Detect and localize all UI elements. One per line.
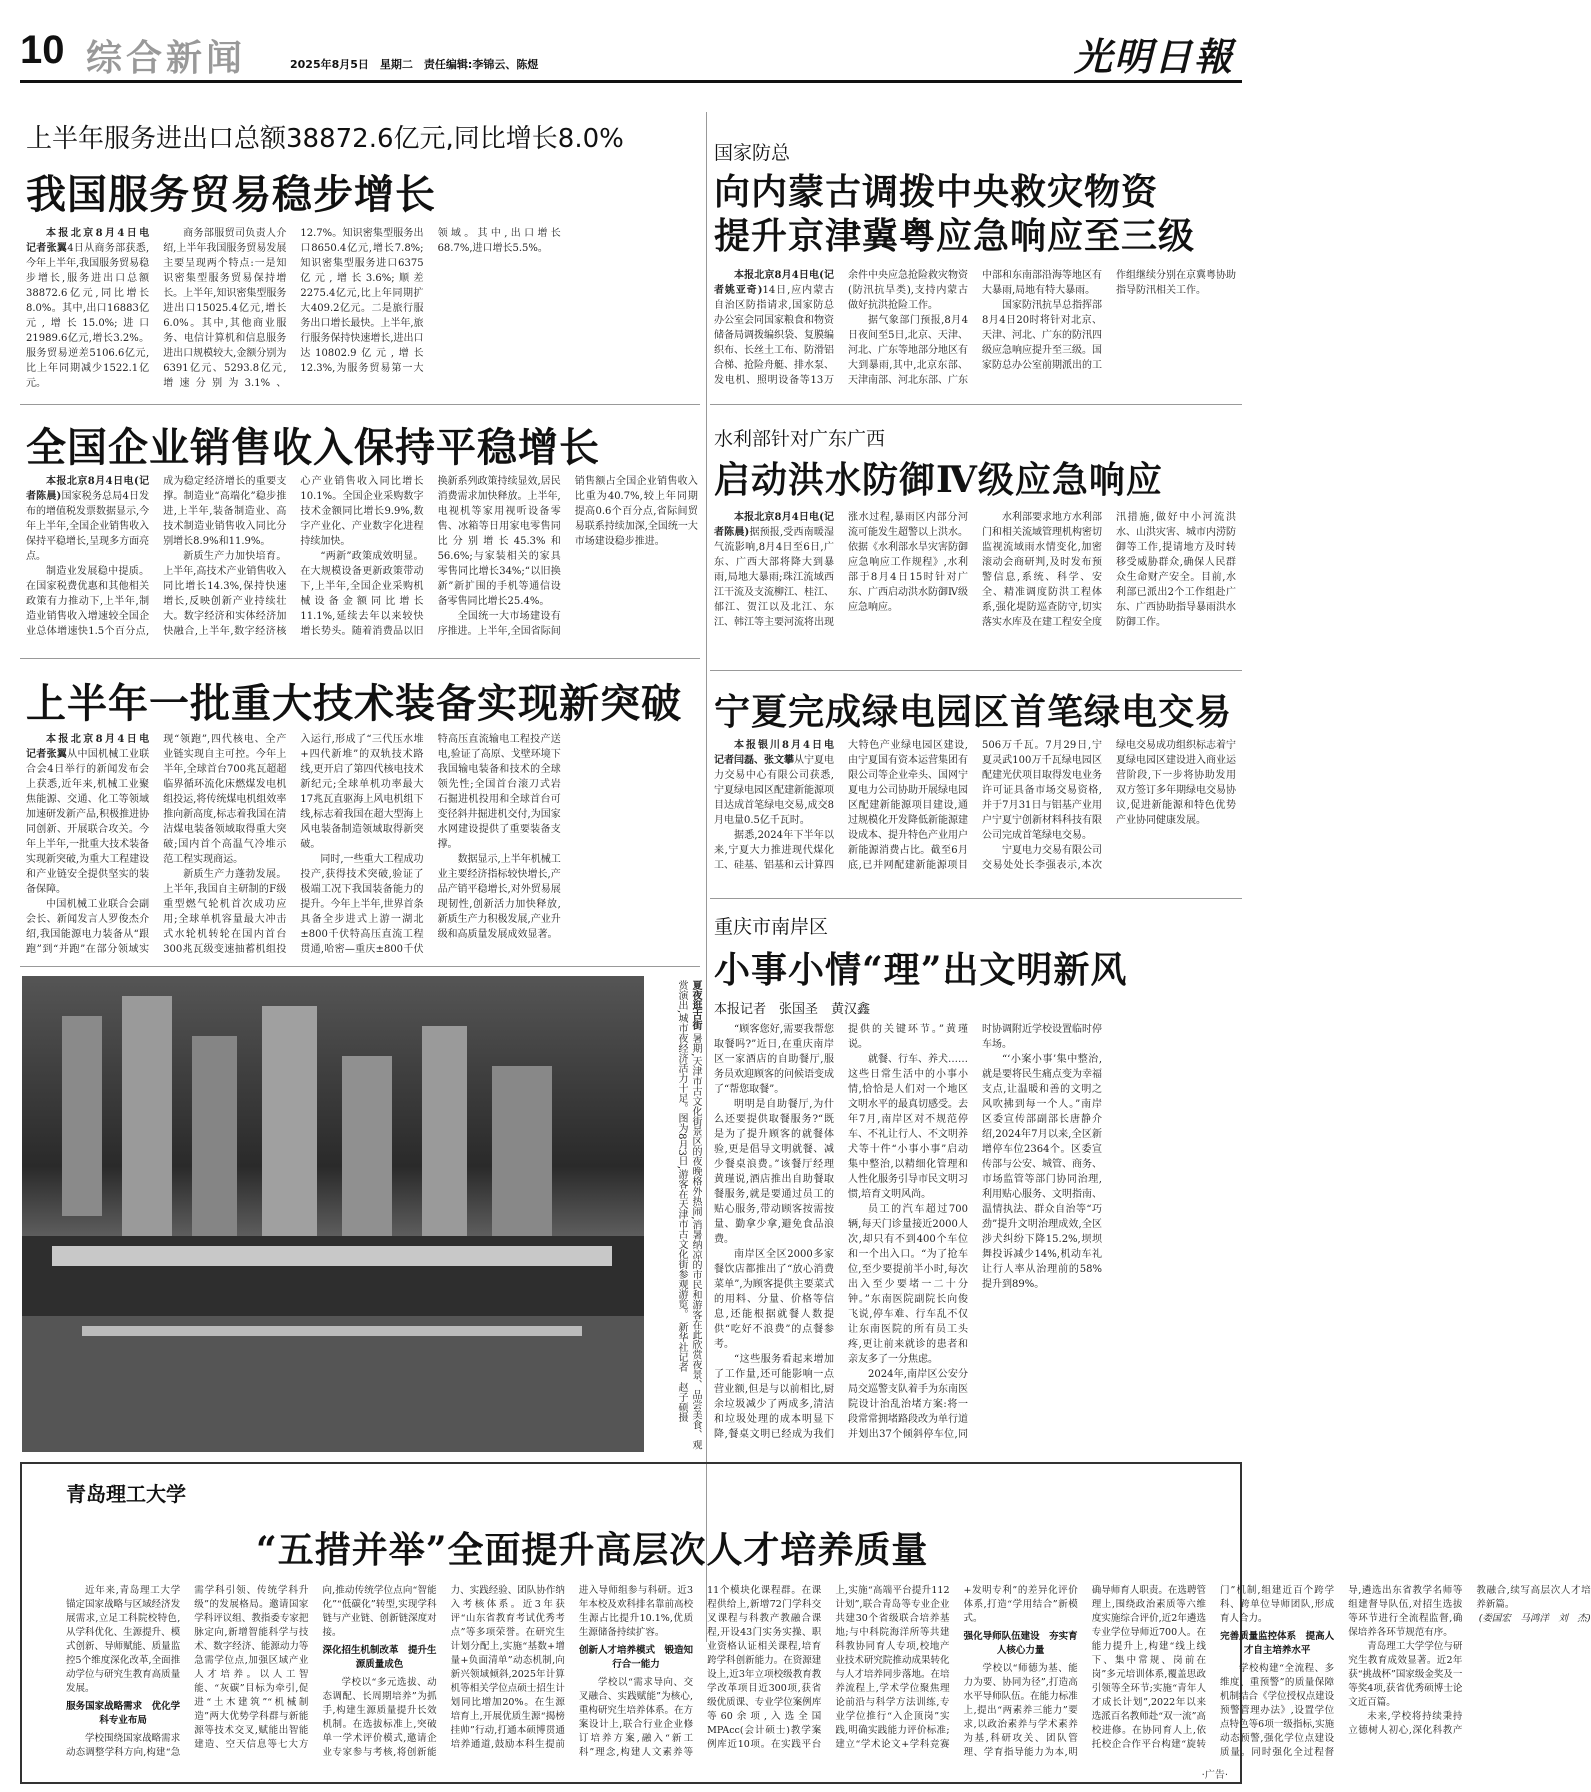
ad-body [66, 1584, 1591, 1764]
a3-paragraph: 数据显示,上半年机械工业主要经济指标较快增长,产品产销平稳增长,对外贸易展现韧性,创新活力加快释放,新质生产力积极发展,产业升级和高质量发展成效显著。 [437, 854, 561, 940]
ad-section-title: 完善质量监控体系 提高人才自主培养水平 [1220, 1631, 1335, 1656]
divider [710, 898, 1242, 899]
divider [710, 670, 1242, 671]
ad-signature: (娄国宏 马鸿洋 刘 杰) [1478, 1613, 1591, 1624]
b4-paragraph: 南岸区全区2000多家餐饮店都推出了“放心消费菜单”,为顾客提供主要菜式的用料、分量、价格等信息,还能根据就餐人数提供“吃好不浪费”的点餐参考。 [714, 1249, 834, 1350]
a2-body [26, 474, 698, 644]
a2-paragraph: 新质生产力加快培育。上半年,高技术产业销售收入同比增长14.3%,保持快速增长,反映创新产业持续壮大。数字经济和实体经济加快融合,上半年,数字经济核心产业销售收入同比增长10.1%。全国企业采购数字技术金额同比增长9.9%,数字产业化、产业数字化进程持续加快。 [163, 476, 424, 637]
a2-paragraph: 国家税务总局4日发布的增值税发票数据显示,今年上半年,全国企业销售收入保持平稳增长,呈现多方面亮点。 [26, 491, 150, 562]
b2-lead: 本报北京8月4日电(记者陈晨) [714, 512, 834, 538]
b1-kicker: 国家防总 [714, 142, 791, 164]
a2-paragraph: “两新”政策成效明显。在大规模设备更新政策带动下,上半年,全国企业采购机械设备金额同比增长11.1%,延续去年以来较快增长势头。随着消费品以旧换新系列政策持续显效,居民消费需求加快释放。上半年,电视机等家用视听设备零售、冰箱等日用家电零售同比分别增长45.3%和56.6%;与家装相关的家具零售同比增长34%;“以旧换新”新扩围的手机等通信设备零售同比增长25.4%。 [300, 476, 561, 637]
photo-credit: 新华社记者 赵子硕摄 [676, 1322, 687, 1423]
photo-caption [648, 980, 702, 1450]
a1-headline: 我国服务贸易稳步增长 [26, 171, 436, 218]
ad-paragraph: 学校以“需求导向、交叉融合、实践赋能”为核心,重构研究生培养体系。在方案设计上,联合行业企业修订培养方案,融入“新工科”理念,构建人文素养等11个模块化课程群。在课程供给上,新增72门学科交叉课程与科教产教融合课程,开设43门实务实操、职业资格认证相关课程,培育跨学科创新能力。在资源建设上,近3年立项校级教育教学改革项目近300项,获省级优质课、专业学位案例库等60余项,入选全国MPAcc(会计硕士)教学案例库近10项。在实践平台上,实施“高端平台提升112计划”,联合青岛等专业企业共建30个省级联合培养基地;与中科院海洋所等共建科教协同育人专项,校地产业技术研究院推动成果转化与人才培养同步落地。在培养流程上,学术学位聚焦理论前沿与科学方法训练,专业学位推行“入企顶岗”实践,明确实践能力评价标准;建立“学术论文+学科竞赛+发明专利”的差异化评价体系,打造“学用结合”新模式。 [578, 1585, 1078, 1758]
a3-paragraph: 新质生产力蓬勃发展。上半年,我国自主研制的F级重型燃气轮机首次成功应用;全球单机容量最大冲击式水轮机转轮在国内首台300兆瓦级变速抽蓄机组投入运行,形成了“三代压水堆+四代新堆”的双轨技术路线,更开启了第四代核电技术新纪元;全球单机功率最大17兆瓦直驱海上风电机组下线,标志着我国在超大型海上风电装备制造领域取得新突破。 [163, 734, 424, 955]
b1-paragraph: 据气象部门预报,8月4日夜间至5日,北京、天津、河北、广东等地部分地区有大到暴雨,其中,北京东部、天津南部、河北东部、广东中部和东南部沿海等地区有大暴雨,局地有特大暴雨。 [848, 270, 1102, 386]
a1-body [26, 226, 698, 396]
b4-byline: 本报记者 张国圣 黄汉鑫 [714, 1002, 871, 1017]
b1-paragraph: 国家防汛抗旱总指挥部8月4日20时将针对北京、天津、河北、广东的防汛四级应急响应提升至三级。国家防总办公室前期派出的工作组继续分别在京冀粤协助指导防汛相关工作。 [982, 270, 1236, 371]
b3-text [714, 738, 1236, 876]
ad-institution: 青岛理工大学 [66, 1482, 186, 1506]
b3-body [714, 738, 1236, 876]
b4-body [714, 1022, 1236, 1452]
b2-text [714, 510, 1236, 642]
ad-tag: ·广告· [1201, 1770, 1228, 1781]
b1-headline-1: 向内蒙古调拨中央救灾物资 [714, 171, 1159, 213]
column-divider [706, 112, 707, 1642]
b3-paragraph: 从宁夏电力交易中心有限公司获悉,宁夏绿电园区配建新能源项目达成首笔绿电交易,成交8月电量0.5亿千瓦时。 [714, 755, 834, 826]
ad-paragraph: 未来,学校将持续秉持立德树人初心,深化科教产教融合,续写高层次人才培养新篇。 [1348, 1585, 1591, 1736]
b2-paragraph: 据预报,受西南暖湿气流影响,8月4日至6日,广东、广西大部将降大到暴雨,局地大暴雨;珠江流域西江干流及支流柳江、桂江、郁江、贺江以及北江、东江、韩江等主要河流将出现涨水过程,暴雨区内部分河流可能发生超警以上洪水。依据《水利部水旱灾害防御应急响应工作规程》,水利部于8月4日15时针对广东、广西启动洪水防御Ⅳ级应急响应。 [714, 512, 968, 628]
a3-lead: 本报北京8月4日电 记者张翼 [26, 734, 160, 760]
b4-text [714, 1022, 1236, 1452]
ad-intro: 近年来,青岛理工大学锚定国家战略与区域经济发展需求,立足工科院校特色,从学科优化、生源提升、模式创新、导师赋能、质量监控5个维度深化改革,全面推动学位与研究生教育高质量发展。 [66, 1585, 181, 1694]
a2-lead: 本报北京8月4日电(记者陈晨) [26, 476, 150, 502]
ad-paragraph: 学校以“师德为基、能力为要、协同为径”,打造高水平导师队伍。在能力标准上,提出“两素养三能力”要求,以政治素养与学术素养为基,科研攻关、团队管理、学育指导能力为本,明确导师育人职责。在选聘管理上,围绕政治素质等六维度实施综合评价,近2年遴选专业学位导师近700人。在能力提升上,构建“线上线下、集中常规、岗前在岗”多元培训体系,覆盖思政引领等全环节;实施“青年人才成长计划”,2022年以来选派百名教师赴“双一流”高校进修。在协同育人上,依托校企合作平台构建“旋转门”机制,组建近百个跨学科、跨单位导师团队,形成育人合力。 [963, 1585, 1335, 1758]
b4-headline: 小事小情“理”出文明新风 [714, 949, 1128, 991]
b4-kicker: 重庆市南岸区 [714, 916, 829, 938]
photo-caption-text: 暑期,天津市古文化街景区的夜晚格外热闹,消暑纳凉的市民和游客在此欣赏夜景、品尝美食、观赏演出,城市夜经济活力十足。图为8月3日,游客在天津市古文化街参观游览。 [676, 980, 701, 1450]
ad-text [66, 1584, 1591, 1764]
a1-paragraph: 商务部服贸司负责人介绍,上半年我国服务贸易发展主要呈现两个特点:一是知识密集型服务贸易保持增长。上半年,知识密集型服务进出口15025.4亿元,增长6.0%。其中,其他商业服务、电信计算机和信息服务进出口规模较大,金额分别为6391亿元、5293.8亿元,增速分别为3.1%、12.7%。知识密集型服务出口8650.4亿元,增长7.8%;知识密集型服务进口6375亿元,增长3.6%;顺差2275.4亿元,比上年同期扩大409.2亿元。二是旅行服务出口增长最快。上半年,旅行服务保持快速增长,进出口达10802.9亿元,增长12.3%,为服务贸易第一大领域。其中,出口增长68.7%,进口增长5.5%。 [163, 228, 561, 389]
a1-kicker: 上半年服务进出口总额38872.6亿元,同比增长8.0% [26, 124, 624, 154]
b4-paragraph: “‘小案小事’集中整治,就是要将民生痛点变为幸福支点,让温暖和善的文明之风吹拂到每一个人。”南岸区委宣传部副部长唐静介绍,2024年7月以来,全区新增停车位2364个。区委宣传部与公安、城管、商务、市场监管等部门协同治理,利用贴心服务、文明指南、温情执法、群众自治等“巧劲”提升文明治理成效,全区涉犬纠纷下降15.2%,坝坝舞投诉减少14%,机动车礼让行人率从治理前的58%提升到89%。 [982, 1054, 1102, 1290]
b1-headline-2: 提升京津冀粤应急响应至三级 [714, 215, 1196, 257]
b3-lead: 本报银川8月4日电 记者闫磊、张文攀 [714, 740, 844, 766]
b1-lead: 本报北京8月4日电(记者姚亚奇) [714, 270, 834, 296]
a3-paragraph: 同时,一些重大工程成功投产,获得技术突破,验证了极端工况下我国装备能力的提升。今年上半年,世界首条具备全步进式上游一湖北±800千伏特高压直流工程贯通,哈密—重庆±800千伏特高压直流输电工程投产送电,验证了高原、戈壁环境下我国输电装备和技术的全球领先性;全国首台滚刀式岩石掘进机投用和全球首台可变径斜井掘进机交付,为国家水网建设提供了重要装备支撑。 [300, 734, 561, 955]
a1-lead: 本报北京8月4日电 记者张翼 [26, 228, 160, 254]
b4-paragraph: 就餐、行车、养犬……这些日常生活中的小事小情,恰恰是人们对一个地区文明水平的最真切感受。去年7月,南岸区对不规范停车、不礼让行人、不文明养犬等十件“小事小事”启动集中整治,以精细化管理和人性化服务引导市民文明习惯,培育文明风尚。 [848, 1054, 968, 1200]
ad-section-title: 服务国家战略需求 优化学科专业布局 [66, 1701, 181, 1726]
section-name: 综合新闻 [86, 38, 247, 79]
newspaper-logo: 光明日報 [1073, 34, 1234, 79]
b4-paragraph: 2024年,南岸区公安分局交巡警支队着手为东南医院设计治乱治堵方案:将一段常常拥堵路段改为单行道并划出37个倾斜停车位,同时协调附近学校设置临时停车场。 [848, 1024, 1102, 1440]
ad-section-title: 深化招生机制改革 提升生源质量成色 [322, 1645, 437, 1670]
a3-text [26, 732, 698, 958]
b2-body [714, 510, 1236, 642]
masthead-rule [20, 80, 1242, 83]
ad-paragraph: 学校构建“全流程、多维度、重预警”的质量保障机制结合《学位授权点建设预警管理办法》,设置学位点特色等6项一级指标,实施动态预警,强化学位点建设质量。同时强化全过程督导,遴选出东省教学名师等组建督导队伍,对招生选拔等环节进行全流程监督,确保培养各环节规范有序。 [1219, 1585, 1463, 1758]
page-number: 10 [20, 28, 65, 72]
b1-text [714, 268, 1236, 390]
photo-caption-title: 夏夜逛古街 [690, 980, 701, 1030]
a3-headline: 上半年一批重大技术装备实现新突破 [26, 680, 682, 727]
ad-title: “五措并举”全面提升高层次人才培养质量 [256, 1529, 929, 1571]
a3-body [26, 732, 698, 958]
a2-headline: 全国企业销售收入保持平稳增长 [26, 424, 600, 471]
a2-paragraph: 全国统一大市场建设有序推进。上半年,全国省际间销售额占全国企业销售收入比重为40.7%,较上年同期提高0.6个百分点,省际间贸易联系持续加深,全国统一大市场建设稳步推进。 [437, 476, 698, 637]
b2-kicker: 水利部针对广东广西 [714, 428, 886, 450]
b3-paragraph: 宁夏电力交易有限公司交易处处长李强表示,本次绿电交易成功组织标志着宁夏绿电园区建设进入商业运营阶段,下一步将协助发用双方签订多年期绿电交易协议,促进新能源和特色优势产业协同健康发展。 [982, 740, 1236, 871]
a1-paragraph: 4日从商务部获悉,今年上半年,我国服务贸易稳步增长,服务进出口总额38872.6亿元,同比增长8.0%。其中,出口16883亿元,增长15.0%;进口21989.6亿元,增长3.2%。服务贸易逆差5106.6亿元,比上年同期减少1522.1亿元。 [26, 243, 150, 389]
a2-paragraph: 制造业发展稳中提质。在国家税费优惠和其他相关政策有力推动下,上半年,制造业销售收入增速较全国企业总体增速快1.5个百分点,成为稳定经济增长的重要支撑。制造业“高端化”稳步推进,上半年,装备制造业、高技术制造业销售收入同比分别增长8.9%和11.9%。 [26, 476, 287, 637]
ad-paragraph: 学校以“多元选拔、动态调配、长周期培养”为抓手,构建生源质量提升长效机制。在选拔标准上,突破单一学术评价模式,邀请企业专家参与考核,将创新能力、实践经验、团队协作纳入考核体系。近3年获评“山东省教育考试优秀考点”等多项荣誉。在研究生计划分配上,实施“基数+增量+负面清单”动态机制,向新兴领域倾斜,2025年计算机等相关学位点硕士招生计划同比增加20%。在生源培育上,开展优质生源“揭榜挂帅”行动,打通本硕博贯通培养通道,鼓励本科生提前进入导师组参与科研。近3年本校及欢科排名靠前高校生源占比提升10.1%,优质生源储备持续扩容。 [322, 1585, 694, 1758]
b4-paragraph: 员工的汽车超过700辆,每天门诊量接近2000人次,却只有不到400个车位和一个出入口。“为了抢车位,至少要提前半小时,每次出入至少要堵一二十分钟。”东南医院副院长向俊飞说,停车难、行车乱不仅让东南医院的所有员工头疼,更让前来就诊的患者和亲友多了一分焦虑。 [848, 1204, 968, 1365]
ad-paragraph: 学校围绕国家战略需求动态调整学科方向,构建“急需学科引领、传统学科升级”的发展格局。邀请国家学科评议组、教指委专家把脉定向,新增智能科学与技术、数字经济、能源动力等急需学位点,加强区域产业人才培养。以人工智能、“灰碳”目标为牵引,促进“土木建筑”“机械制造”两大优势学科群与新能源等技术交叉,赋能出智能建造、空天信息等七大方向,推动传统学位点向“智能化”“低碳化”转型,实现学科链与产业链、创新链深度对接。 [66, 1585, 437, 1758]
night-street-photo [22, 976, 644, 1452]
divider [20, 966, 700, 967]
ad-paragraph: 青岛理工大学学位与研究生教育成效显著。近2年获“挑战杯”国家级金奖及一等奖4项,获省优秀硕博士论文近百篇。 [1348, 1641, 1463, 1708]
divider [20, 658, 700, 659]
b1-body [714, 268, 1236, 390]
b2-paragraph: 水利部要求地方水利部门和相关流域管理机构密切监视流域雨水情变化,加密滚动会商研判,及时发布预警信息,系统、科学、安全、精准调度防洪工程体系,强化堤防巡查防守,切实落实水库及在建工程安全度汛措施,做好中小河流洪水、山洪灾害、城市内涝防御等工作,提请地方及时转移受威胁群众,确保人民群众生命财产安全。目前,水利部已派出2个工作组赴广东、广西协助指导暴雨洪水防御工作。 [982, 512, 1236, 628]
b3-paragraph: 据悉,2024年下半年以来,宁夏大力推进现代煤化工、硅基、铝基和云计算四大特色产业绿电园区建设,由宁夏国有资本运营集团有限公司等企业牵头、国网宁夏电力公司协助开展绿电园区配建新能源项目建设,通过规模化开发降低新能源建设成本、提升特色产业用户新能源消费占比。截至6月底,已并网配建新能源项目506万千瓦。7月29日,宁夏灵武100万千瓦绿电园区配建光伏项目取得发电业务许可证具备市场交易资格,并于7月31日与铝基产业用户宁夏宁创新材料科技有限公司完成首笔绿电交易。 [714, 740, 1102, 871]
date-line: 2025年8月5日 星期二 责任编辑:李锦云、陈煜 [290, 58, 539, 71]
a3-paragraph: 中国机械工业联合会副会长、新闻发言人罗俊杰介绍,我国能源电力装备从“跟跑”到“并跑”在部分领域实现“领跑”,四代核电、全产业链实现自主可控。今年上半年,全球首台700兆瓦超超临界循环流化床燃煤发电机组投运,将传统煤电机组效率推向新高度,标志着我国在清洁煤电装备领域取得重大突破;国内首个高温气冷堆示范工程实现商运。 [26, 734, 287, 955]
b1-paragraph: 14日,应内蒙古自治区防指请求,国家防总办公室会同国家粮食和物资储备局调拨编织袋、复膜编织布、长丝土工布、防滑铝合梯、抢险舟艇、排水泵、发电机、照明设备等13万余件中央应急抢险救灾物资(防汛抗旱类),支持内蒙古做好抗洪抢险工作。 [714, 270, 968, 386]
a1-text [26, 226, 698, 396]
photo-illustration [22, 976, 644, 1452]
b4-paragraph: 明明是自助餐厅,为什么还要提供取餐服务?“既是为了提升顾客的就餐体验,更是倡导文明就餐、减少餐桌浪费。”该餐厅经理黄瑾说,酒店推出自助餐取餐服务,就是要通过员工的贴心服务,带动顾客按需按量、勤拿少拿,避免食品浪费。 [714, 1099, 834, 1245]
divider [20, 404, 700, 405]
b2-headline: 启动洪水防御Ⅳ级应急响应 [714, 459, 1163, 501]
divider [710, 404, 1242, 405]
ad-section-title: 创新人才培养模式 锻造知行合一能力 [578, 1645, 693, 1670]
b4-paragraph: “这些服务看起来增加了工作量,还可能影响一点营业额,但是与以前相比,厨余垃圾减少了两成多,清洁和垃圾处理的成本明显下降,餐桌文明已经成为我们提供的关键环节。”黄瑾说。 [714, 1024, 968, 1440]
a2-text [26, 474, 698, 644]
ad-section-title: 强化导师队伍建设 夯实育人核心力量 [963, 1631, 1078, 1656]
b3-headline: 宁夏完成绿电园区首笔绿电交易 [714, 691, 1233, 733]
a3-paragraph: 从中国机械工业联合会4日举行的新闻发布会上获悉,近年来,机械工业聚焦能源、交通、化工等领域加速研发新产品,积极推进协同创新、开展联合攻关。今年上半年,一批重大技术装备实现新突破,为重大工程建设和产业链安全提供坚实的装备保障。 [26, 749, 150, 895]
b4-paragraph: “顾客您好,需要我帮您取餐吗?”近日,在重庆南岸区一家酒店的自助餐厅,服务员欢迎顾客的问候语变成了“帮您取餐”。 [714, 1024, 834, 1095]
